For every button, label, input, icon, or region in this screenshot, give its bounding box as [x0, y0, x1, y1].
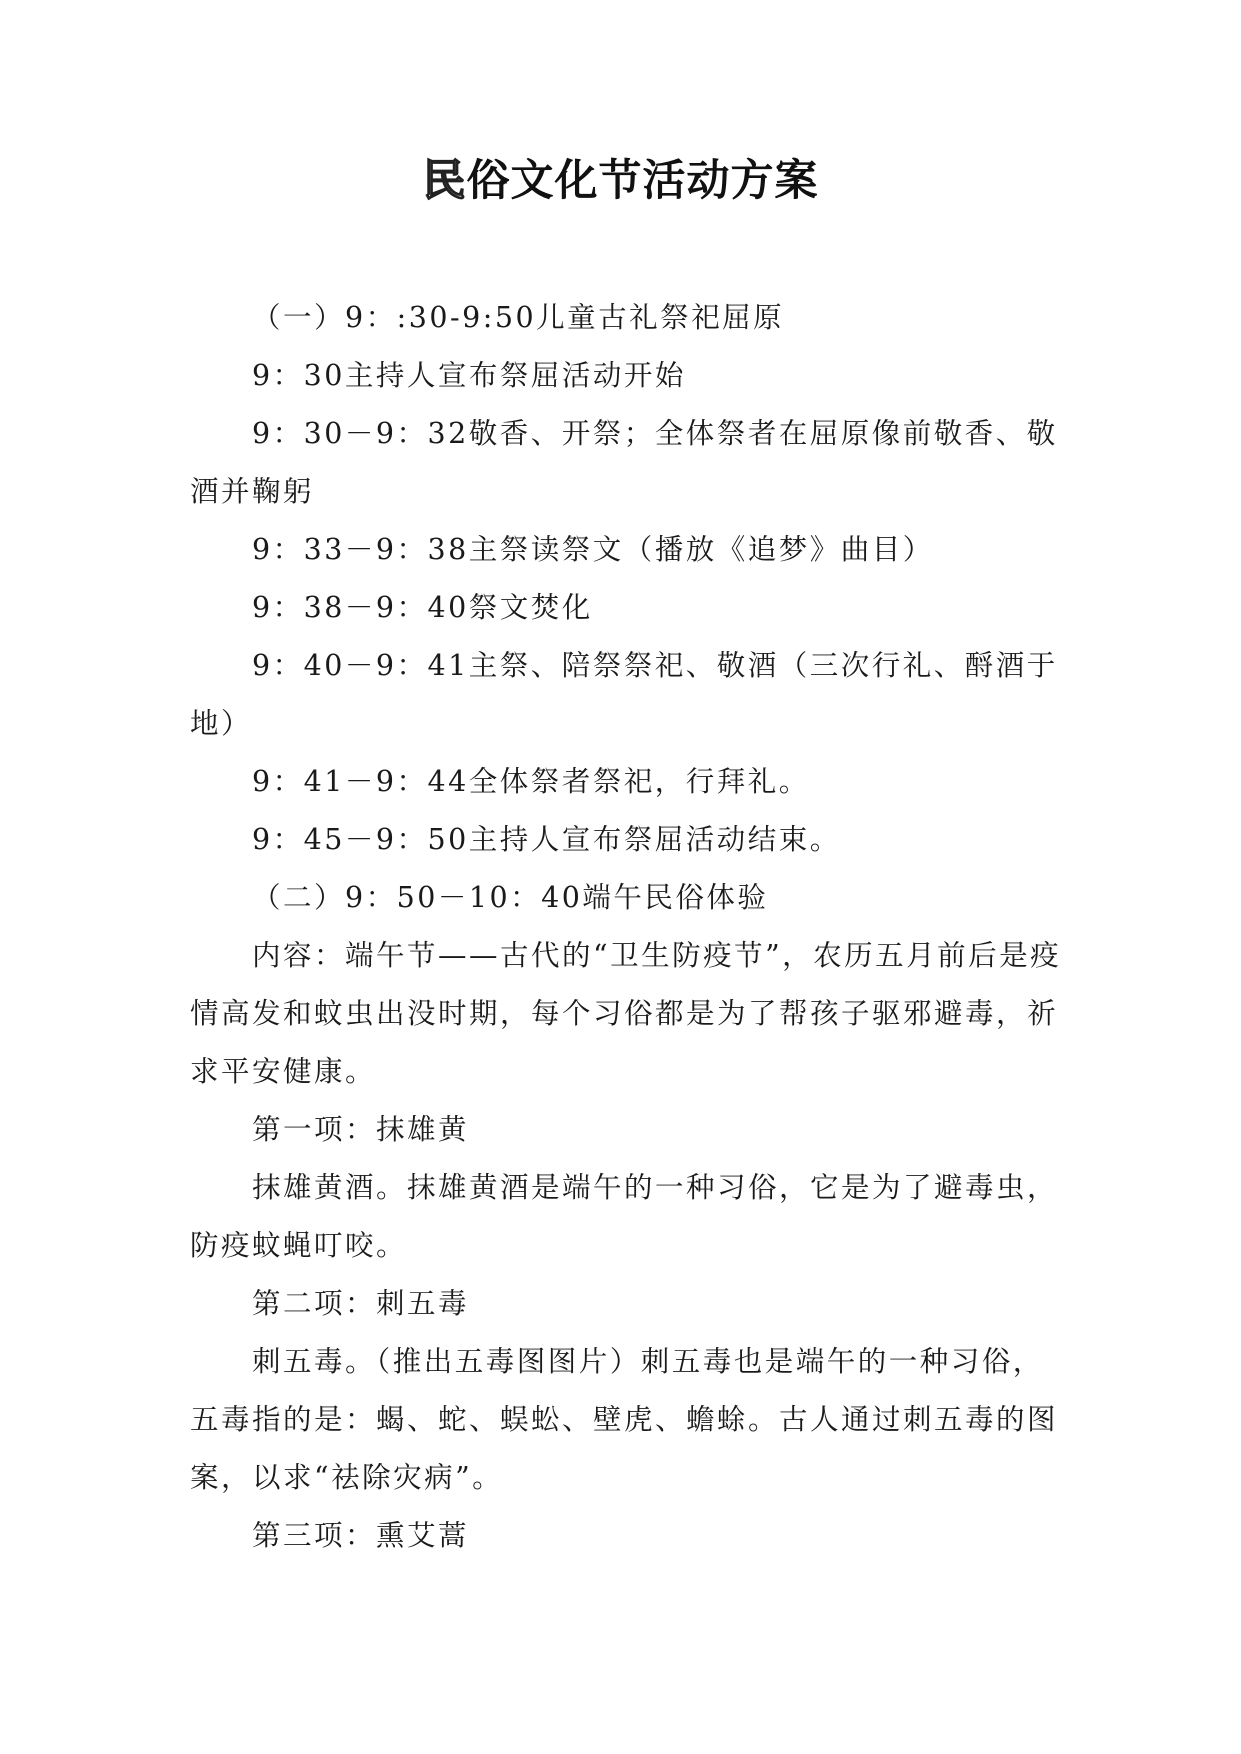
paragraph: 抹雄黄酒。抹雄黄酒是端午的一种习俗，它是为了避毒虫，防疫蚊蝇叮咬。: [190, 1171, 1059, 1262]
paragraph: 9：40－9：41主祭、陪祭祭祀、敬酒（三次行礼、酹酒于地）: [190, 649, 1058, 740]
paragraph: 9：30主持人宣布祭屈活动开始: [252, 359, 686, 392]
paragraph: （一）9：:30-9:50儿童古礼祭祀屈原: [252, 301, 785, 334]
title-first-char: 民: [422, 156, 467, 206]
paragraph: 9：45－9：50主持人宣布祭屈活动结束。: [252, 823, 841, 856]
paragraph: 9：30－9：32敬香、开祭；全体祭者在屈原像前敬香、敬酒并鞠躬: [190, 417, 1058, 508]
document-title: [0, 152, 1241, 210]
paragraph: 9：41－9：44全体祭者祭祀，行拜礼。: [252, 765, 810, 798]
paragraph: 第二项：刺五毒: [252, 1287, 470, 1320]
paragraph: （二）9：50－10：40端午民俗体验: [252, 881, 769, 914]
paragraph: 9：33－9：38主祭读祭文（播放《追梦》曲目）: [252, 533, 934, 566]
paragraph: 刺五毒。（推出五毒图图片）刺五毒也是端午的一种习俗，五毒指的是：蝎、蛇、蜈蚣、壁虎、蟾蜍。古人通过刺五毒的图案，以求“祛除灾病”。: [190, 1345, 1059, 1494]
paragraph: 9：38－9：40祭文焚化: [252, 591, 593, 624]
paragraph: 第三项：熏艾蒿: [252, 1519, 470, 1552]
paragraph: 第一项：抹雄黄: [252, 1113, 470, 1146]
title-rest: 俗文化节活动方案: [466, 156, 819, 206]
document-body: [190, 289, 1070, 1565]
paragraph: 内容：端午节——古代的“卫生防疫节”，农历五月前后是疫情高发和蚊虫出没时期，每个习俗都是为了帮孩子驱邪避毒，祈求平安健康。: [190, 939, 1062, 1088]
